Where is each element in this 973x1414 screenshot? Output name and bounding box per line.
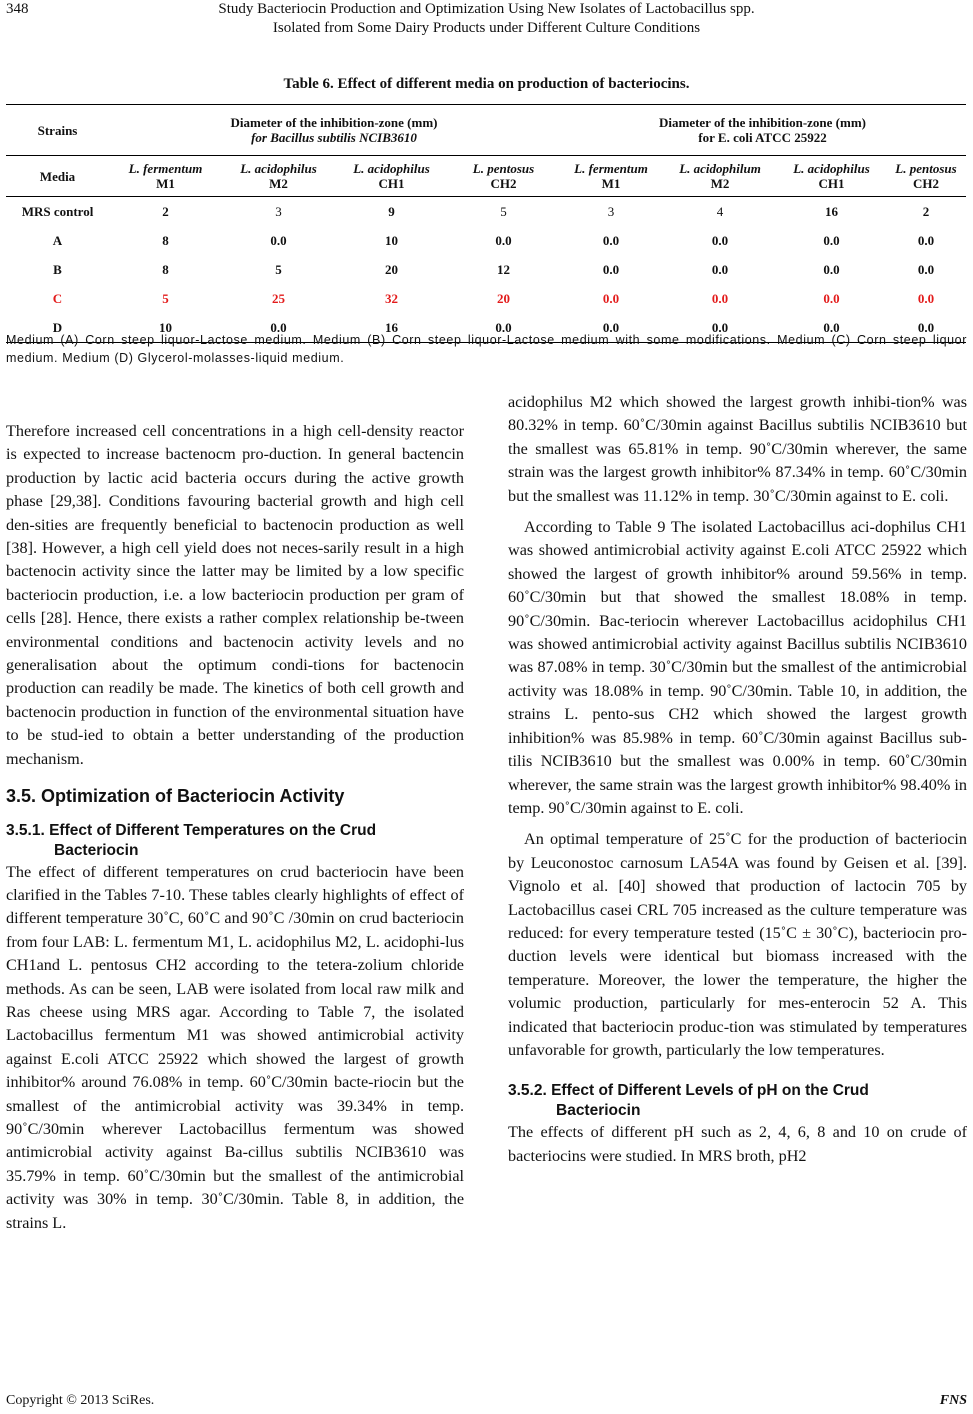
row-label: A	[52, 233, 63, 248]
bacillus-group-header	[109, 105, 559, 156]
table-cell: 20	[385, 262, 398, 277]
table-header-row-strains	[6, 156, 966, 197]
table-body	[6, 197, 966, 343]
strain-name: L. acidophilus	[240, 161, 317, 176]
ecoli-group-header	[559, 105, 966, 156]
strain-code: CH2	[490, 176, 517, 191]
group2-line2: for E. coli ATCC 25922	[698, 130, 827, 145]
table-cell: 0.0	[222, 313, 335, 343]
table-cell: 0.0	[711, 262, 729, 277]
strain-code: CH1	[378, 176, 405, 191]
table-cell: 12	[497, 262, 510, 277]
table-cell: 0.0	[711, 233, 729, 248]
section-heading-3-5-1	[6, 821, 464, 861]
table-cell: 3	[559, 197, 663, 227]
table-cell: 0.0	[448, 313, 559, 343]
strain-column-header	[335, 156, 448, 197]
row-label: B	[53, 262, 62, 277]
strain-name: L. fermentum	[128, 161, 203, 176]
table-cell: 2	[886, 197, 966, 227]
table-row	[6, 255, 966, 284]
group1-line1: Diameter of the inhibition-zone (mm)	[230, 115, 438, 130]
media-header: Media	[6, 156, 109, 197]
table-cell: 8	[162, 262, 169, 277]
table-cell: 0.0	[559, 313, 663, 343]
strain-column-header	[448, 156, 559, 197]
paragraph: An optimal temperature of 25˚C for the production of bacteriocin by Leuconostoc carnosum LA54A was found by Geisen et al. [39]. Vignolo et al. [40] showed that production of lactocin 705 by Lactobacillus casei CRL 705 increased as the culture temperature was reduced: for every temperature tested (15˚C ± 30˚C), bacteriocin pro-duction levels were identical but biomass increased with the temperature. Moreover, the lower the temperature, the higher the volumic production, particularly for mes-enterocin 52 A. This indicated that bacteriocin produc-tion was stimulated by temperatures unfavorable for growth, particularly the low temperatures.	[508, 830, 967, 1059]
table-cell: 0.0	[917, 262, 935, 277]
table-cell: 5	[275, 262, 282, 277]
table-cell: 4	[663, 197, 777, 227]
strain-code: M1	[601, 176, 621, 191]
paragraph: According to Table 9 The isolated Lactobacillus aci-dophilus CH1 was showed antimicrobial activity against E.coli ATCC 25922 which showed the largest of growth inhibitor% around 59.56% in temp. 60˚C/30min but that showed the smallest 18.08% in temp. 90˚C/30min. Bac-teriocin wherever Lactobacillus acidophilus CH1 was showed antimicrobial activity against Bacillus subtilis NCIB3610 was 87.08% in temp. 30˚C/30min but the smallest of the antimicrobial activity was 18.08% in temp. 90˚C/30min. Table 10, in addition, the strains L. pento-sus CH2 which showed the largest growth inhibition% was 85.98% in temp. 60˚C/30min against Bacillus sub-tilis NCIB3610 but the smallest was 0.00% in temp. 60˚C/30min wherever, the same strain was the largest growth inhibitor% 98.40% in temp. 90˚C/30min against to E. coli.	[508, 518, 967, 817]
table-cell: 0.0	[602, 262, 620, 277]
table-cell: 8	[162, 233, 169, 248]
table-cell: 2	[109, 197, 222, 227]
table-note: Medium (A) Corn steep liquor-Lactose medium. Medium (B) Corn steep liquor-Lactose medium with some modifications. Medium (C) Corn steep liquor medium. Medium (D) Glycerol-molasses-liquid medium.	[6, 333, 967, 365]
table-cell: 0.0	[823, 262, 840, 277]
table-row	[6, 197, 966, 227]
row-label: C	[52, 291, 63, 306]
table-cell: 0.0	[602, 233, 620, 248]
heading-line2: Bacteriocin	[556, 1102, 641, 1120]
table-cell: 0.0	[777, 313, 886, 343]
row-label: D	[6, 313, 109, 343]
strain-column-header	[222, 156, 335, 197]
journal-abbrev: FNS	[939, 1393, 967, 1408]
running-header-line1: Study Bacteriocin Production and Optimization Using New Isolates of Lactobacillus spp.	[218, 1, 755, 17]
media-table	[6, 104, 966, 343]
table-cell: 0.0	[602, 291, 620, 306]
strain-name: L. acidophilus	[793, 161, 870, 176]
strain-code: M1	[156, 176, 175, 191]
strain-name: L. pentosus	[472, 161, 535, 176]
strain-column-header	[559, 156, 663, 197]
table-cell: 5	[448, 197, 559, 227]
section-heading-3-5-2	[508, 1081, 967, 1121]
strain-code: CH2	[913, 176, 939, 191]
table-cell: 10	[109, 313, 222, 343]
table-cell: 0.0	[917, 233, 935, 248]
table-cell: 9	[335, 197, 448, 227]
table-cell: 5	[162, 291, 169, 306]
table-cell: 32	[385, 291, 398, 306]
heading-line2: Bacteriocin	[54, 841, 139, 859]
strain-code: M2	[710, 176, 730, 191]
paragraph: acidophilus M2 which showed the largest growth inhibi-tion% was 80.32% in temp. 60˚C/30min against Bacillus subtilis NCIB3610 but the smallest was 65.81% in temp. 90˚C/30min wherever, the same strain was the largest growth inhibitor% 87.34% in temp. 60˚C/30min but the smallest was 11.12% in temp. 30˚C/30min against to E. coli.	[508, 393, 967, 505]
row-label: MRS control	[6, 197, 109, 227]
table-cell: 0.0	[711, 291, 729, 306]
table-cell: 16	[777, 197, 886, 227]
strain-column-header	[109, 156, 222, 197]
table-cell: 0.0	[663, 313, 777, 343]
table-cell: 3	[222, 197, 335, 227]
strain-name: L. pentosus	[895, 161, 957, 176]
left-column	[6, 420, 464, 1235]
table-cell: 10	[385, 233, 398, 248]
strain-code: CH1	[818, 176, 845, 191]
right-column	[508, 391, 967, 1168]
strain-column-header	[663, 156, 777, 197]
table-cell: 0.0	[823, 291, 840, 306]
heading-line1: 3.5.1. Effect of Different Temperatures on the Crud	[6, 821, 377, 839]
table-cell: 0.0	[917, 291, 935, 306]
table-header-row-groups	[6, 105, 966, 156]
table-cell: 0.0	[886, 313, 966, 343]
group1-line2: for Bacillus subtilis NCIB3610	[251, 130, 417, 145]
strain-name: L. acidophilus	[353, 161, 430, 176]
strain-code: M2	[269, 176, 288, 191]
copyright: Copyright © 2013 SciRes.	[6, 1393, 155, 1408]
strain-column-header	[777, 156, 886, 197]
table-cell: 25	[272, 291, 285, 306]
table-cell: 20	[497, 291, 510, 306]
strain-name: L. fermentum	[574, 161, 648, 176]
strain-column-header	[886, 156, 966, 197]
group2-line1: Diameter of the inhibition-zone (mm)	[658, 115, 866, 130]
table-cell: 0.0	[823, 233, 840, 248]
table-cell: 0.0	[270, 233, 287, 248]
running-header-line2: Isolated from Some Dairy Products under Different Culture Conditions	[272, 20, 701, 36]
table-cell: 16	[335, 313, 448, 343]
table-row	[6, 284, 966, 313]
section-heading-3-5: 3.5. Optimization of Bacteriocin Activity	[6, 786, 345, 807]
strain-name: L. acidophilum	[679, 161, 761, 176]
paragraph: The effects of different pH such as 2, 4, 6, 8 and 10 on crude of bacteriocins were studied. In MRS broth, pH2	[508, 1123, 967, 1165]
paragraph: Therefore increased cell concentrations in a high cell-density reactor is expected to increase bactenocm pro-duction. In general bactencin production by lactic acid bacteria occurs during the active growth phase [29,38]. Conditions favouring bacterial growth and high cell den-sities are frequently beneficial to bactenocin production as well [38]. However, a high cell yield does not neces-sarily result in a high bactenocin activity since the latter may be limited by a low specific bacteriocin production, i.e. a low bacteriocin production per gram of cells [28]. Hence, there exists a rather complex relationship be-tween environmental conditions and bactenocin activity levels and no generalisation about the optimum condi-tions for bactenocin production can readily be made. The kinetics of both cell growth and bactenocin production in function of the environmental situation have to be stud-ied to obtain a better understanding of the production mechanism.	[6, 422, 464, 768]
page-number: 348	[6, 1, 29, 17]
table-row	[6, 226, 966, 255]
strains-header: Strains	[6, 105, 109, 156]
table-cell: 0.0	[495, 233, 512, 248]
paragraph: The effect of different temperatures on crud bacteriocin have been clarified in the Tables 7-10. These tables clearly highlights of effect of different temperature 30˚C, 60˚C and 90˚C /30min on crud bacteriocin from four LAB: L. fermentum M1, L. acidophilus M2, L. acidophi-lus CH1and L. pentosus CH2 according to the tetera-zolium chloride methods. As can be seen, LAB were isolated from local raw milk and Ras cheese using MRS agar. According to Table 7, the isolated Lactobacillus fermentum M1 was showed antimicrobial activity against E.coli ATCC 25922 which showed the largest of growth inhibitor% around 76.08% in temp. 60˚C/30min bacte-riocin but the smallest of the antimicrobial activity was 39.34% in temp. 90˚C/30min wherever Lactobacillus fermentum was showed antimicrobial activity against Ba-cillus subtilis NCIB3610 was 35.79% in temp. 60˚C/30min but the smallest of the antimicrobial activity was 30% in temp. 30˚C/30min. Table 8, in addition, the strains L.	[6, 862, 464, 1232]
heading-line1: 3.5.2. Effect of Different Levels of pH on the Crud	[508, 1082, 869, 1100]
table-caption: Table 6. Effect of different media on production of bacteriocins.	[283, 76, 690, 92]
